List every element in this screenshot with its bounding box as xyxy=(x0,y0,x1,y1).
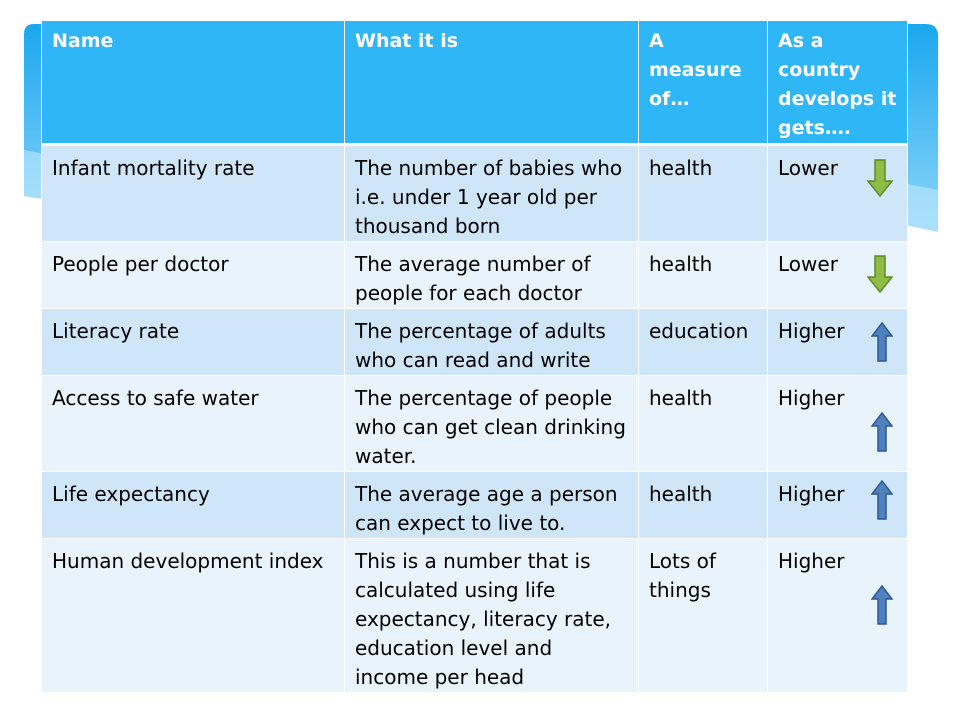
row-measure: education xyxy=(639,309,768,376)
header-measure-of: A measure of… xyxy=(639,21,768,145)
table-row xyxy=(42,539,908,693)
row-change xyxy=(768,242,908,309)
row-change-label: Lower xyxy=(778,156,838,180)
row-change-label: Higher xyxy=(778,386,845,410)
up-arrow-icon xyxy=(871,480,893,520)
row-change xyxy=(768,376,908,472)
up-arrow-icon xyxy=(871,585,893,625)
table-row xyxy=(42,472,908,539)
row-name: Access to safe water xyxy=(42,376,345,472)
down-arrow-icon xyxy=(867,255,893,293)
row-what: The average age a person can expect to live to. xyxy=(345,472,639,539)
row-change xyxy=(768,539,908,693)
development-indicators-table xyxy=(41,20,908,693)
row-name: Life expectancy xyxy=(42,472,345,539)
row-change-label: Higher xyxy=(778,549,845,573)
table-row xyxy=(42,309,908,376)
table-row xyxy=(42,376,908,472)
table-row xyxy=(42,145,908,242)
row-change-label: Higher xyxy=(778,319,845,343)
header-what-it-is: What it is xyxy=(345,21,639,145)
row-change xyxy=(768,472,908,539)
row-measure: health xyxy=(639,376,768,472)
row-what: The percentage of people who can get clean drinking water. xyxy=(345,376,639,472)
down-arrow-icon xyxy=(867,159,893,197)
up-arrow-icon xyxy=(871,322,893,362)
row-change xyxy=(768,309,908,376)
row-what: The number of babies who i.e. under 1 year old per thousand born xyxy=(345,145,639,242)
row-change-label: Lower xyxy=(778,252,838,276)
up-arrow-icon xyxy=(871,412,893,452)
header-name: Name xyxy=(42,21,345,145)
header-country-develops: As a country develops it gets…. xyxy=(768,21,908,145)
row-change-label: Higher xyxy=(778,482,845,506)
table-row xyxy=(42,242,908,309)
row-measure: health xyxy=(639,242,768,309)
row-measure: Lots of things xyxy=(639,539,768,693)
row-change xyxy=(768,145,908,242)
row-measure: health xyxy=(639,145,768,242)
row-what: This is a number that is calculated using life expectancy, literacy rate, education level and income per head xyxy=(345,539,639,693)
row-what: The average number of people for each doctor xyxy=(345,242,639,309)
row-name: People per doctor xyxy=(42,242,345,309)
header-row xyxy=(42,21,908,145)
row-name: Infant mortality rate xyxy=(42,145,345,242)
row-name: Literacy rate xyxy=(42,309,345,376)
row-what: The percentage of adults who can read and write xyxy=(345,309,639,376)
row-name: Human development index xyxy=(42,539,345,693)
row-measure: health xyxy=(639,472,768,539)
